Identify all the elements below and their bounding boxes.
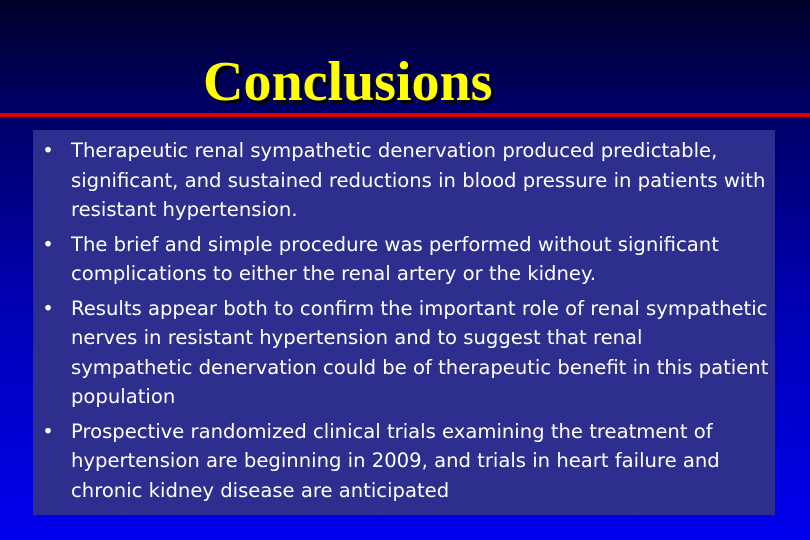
bullet-item: [39, 417, 769, 506]
bullet-list: [39, 136, 769, 505]
slide-title: Conclusions: [203, 51, 493, 113]
bullet-icon: •: [42, 232, 54, 256]
bullet-item: [39, 294, 769, 412]
bullet-text: Therapeutic renal sympathetic denervation produced predictable, significant, and sustained reductions in blood pressure in patients with resistant hypertension.: [71, 139, 766, 221]
bullet-text: Prospective randomized clinical trials examining the treatment of hypertension are beginning in 2009, and trials in heart failure and chronic kidney disease are anticipated: [71, 419, 720, 502]
bullet-item: [39, 230, 769, 289]
title-divider: [0, 113, 810, 117]
bullet-icon: •: [42, 296, 54, 320]
bullet-icon: •: [42, 139, 54, 162]
bullet-text: The brief and simple procedure was performed without significant complications to either the renal artery or the kidney.: [71, 232, 719, 285]
content-box: [33, 130, 775, 515]
bullet-text: Results appear both to confirm the important role of renal sympathetic nerves in resistant hypertension and to suggest that renal sympathetic denervation could be of therapeutic benefit in this patient population: [71, 296, 769, 408]
bullet-icon: •: [42, 419, 54, 443]
bullet-item: [39, 136, 769, 225]
